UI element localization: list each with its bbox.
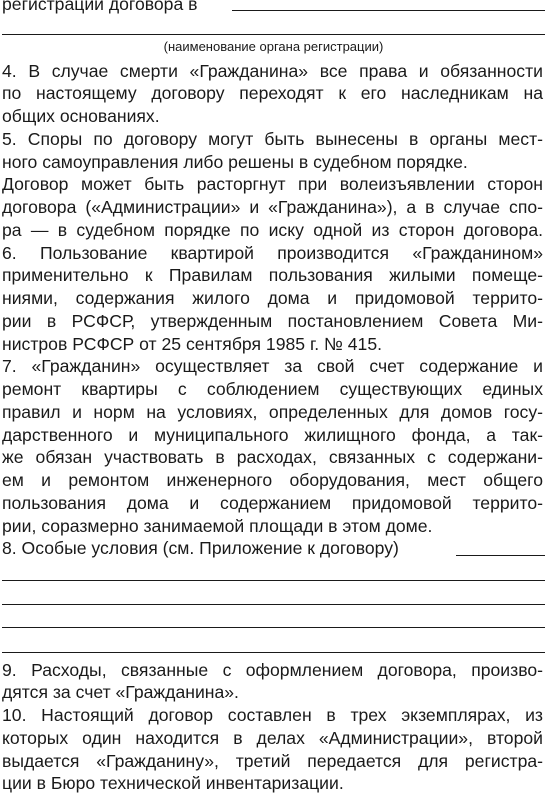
clause-9-line: дятся за счет «Гражданина».: [2, 682, 239, 703]
clause-8-blank-rule: [2, 652, 545, 653]
clause-8-blank-rule: [456, 555, 545, 556]
clause-10-line: ции в Бюро технической инвентаризации.: [2, 773, 344, 794]
clause-10-line: 10. Настоящий договор составлен в трех экземплярах, из: [2, 705, 543, 726]
clause-5-line: ра — в судебном порядке по иску одной из сторон договора.: [2, 219, 543, 240]
clause-7-line: пользования дома и содержанием придомовой террито-: [2, 492, 543, 513]
clause-4-line: общих основаниях.: [2, 106, 160, 127]
clause-10-line: которых один находится в делах «Администрации», второй: [2, 727, 543, 748]
clause-8-line: 8. Особые условия (см. Приложение к договору): [2, 538, 399, 559]
clause-9-line: 9. Расходы, связанные с оформлением договора, произво-: [2, 659, 543, 680]
clause-4-line: по настоящему договору переходят к его наследникам на: [2, 83, 543, 104]
clause-6-line: ниями, содержания жилого дома и придомовой террито-: [2, 288, 543, 309]
clause-7-line: же обязан участвовать в расходах, связанных с содержани-: [2, 447, 543, 468]
clause-8-blank-rule: [2, 580, 545, 581]
clause-5-line: 5. Споры по договору могут быть вынесены в органы мест-: [2, 128, 543, 149]
clause-7-line: рии, соразмерно занимаемой площади в этом доме.: [2, 515, 433, 536]
clause-10-line: выдается «Гражданину», третий передается для регистра-: [2, 750, 543, 771]
registration-blank-rule: [232, 10, 545, 11]
clause-4-line: 4. В случае смерти «Гражданина» все права и обязанности: [2, 60, 543, 81]
clause-7-line: правил и норм на условиях, определенных для домов госу-: [2, 401, 543, 422]
registration-caption: (наименование органа регистрации): [163, 38, 384, 54]
clause-7-line: ем и ремонтом инженерного оборудования, мест общего: [2, 470, 543, 491]
clause-8-blank-rule: [2, 627, 545, 628]
clause-6-line: применительно к Правилам пользования жилыми помеще-: [2, 265, 543, 286]
clause-6-line: нистров РСФСР от 25 сентября 1985 г. № 415.: [2, 333, 382, 354]
clause-7-line: дарственного и муниципального жилищного фонда, а так-: [2, 424, 543, 445]
clause-5-line: Договор может быть расторгнут при волеизъявлении сторон: [2, 174, 543, 195]
clause-8-blank-rule: [2, 604, 545, 605]
clause-7-line: 7. «Гражданин» осуществляет за свой счет содержание и: [2, 356, 543, 377]
registration-blank-rule-2: [2, 34, 545, 35]
registration-line-label: регистрации договора в: [2, 0, 198, 15]
clause-5-line: ного самоуправления либо решены в судебном порядке.: [2, 151, 468, 172]
clause-6-line: рии в РСФСР, утвержденным постановлением Совета Ми-: [2, 310, 543, 331]
clause-5-line: договора («Администрации» и «Гражданина»), а в случае спо-: [2, 197, 543, 218]
clause-7-line: ремонт квартиры с соблюдением существующих единых: [2, 379, 543, 400]
clause-6-line: 6. Пользование квартирой производится «Гражданином»: [2, 242, 543, 263]
